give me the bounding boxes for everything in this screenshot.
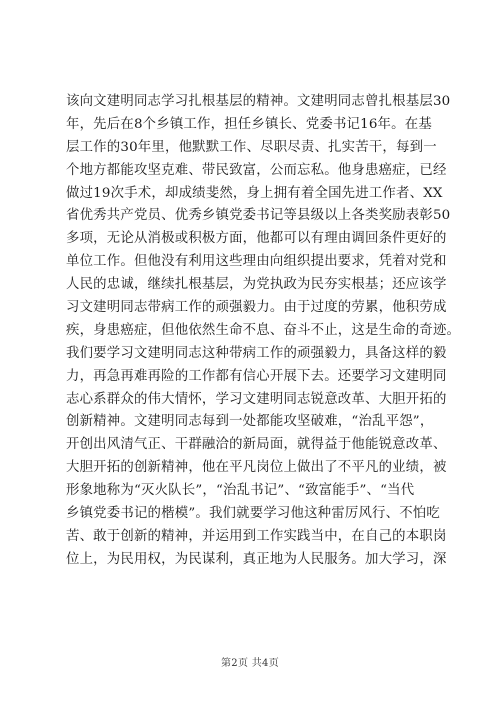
text-line: 疾，身患癌症，但他依然生命不息、奋斗不止，这是生命的奇迹。 <box>66 322 461 338</box>
text-line: 人民的忠诚，继续扎根基层，为党执政为民夯实根基；还应该学 <box>66 277 447 293</box>
text-line: 开创出风清气正、干群融洽的新局面，就得益于他能锐意改革、 <box>66 437 447 453</box>
text-line: 形象地称为“灭火队长”，“治乱书记”、“致富能手”、“当代 <box>66 483 415 499</box>
text-line: 多项，无论从消极或积极方面，他都可以有理由调回条件更好的 <box>66 231 447 247</box>
text-line: 该向文建明同志学习扎根基层的精神。文建明同志曾扎根基层30 <box>66 94 451 109</box>
text-line: 位上，为民用权，为民谋利，真正地为人民服务。加大学习，深 <box>66 551 447 567</box>
text-line: 习文建明同志带病工作的顽强毅力。由于过度的劳累，他积劳成 <box>66 300 447 316</box>
text-line: 做过19次手术，却成绩斐然，身上拥有着全国先进工作者、XX <box>66 185 443 201</box>
text-line: 大胆开拓的创新精神，他在平凡岗位上做出了不平凡的业绩，被 <box>66 460 447 476</box>
text-line: 我们要学习文建明同志这种带病工作的顽强毅力，具备这样的毅 <box>66 345 447 361</box>
text-line: 层工作的30年里，他默默工作、尽职尽责、扎实苦干，每到一 <box>66 139 437 155</box>
text-line: 年，先后在8个乡镇工作，担任乡镇长、党委书记16年。在基 <box>66 116 432 132</box>
text-line: 志心系群众的伟大情怀，学习文建明同志锐意改革、大胆开拓的 <box>66 391 447 407</box>
text-line: 苦、敢于创新的精神，并运用到工作实践当中，在自己的本职岗 <box>66 528 447 544</box>
page-number: 第2页 共4页 <box>220 658 279 669</box>
text-line: 省优秀共产党员、优秀乡镇党委书记等县级以上各类奖励表彰50 <box>66 208 451 224</box>
text-line: 个地方都能攻坚克难、带民致富，公而忘私。他身患癌症，已经 <box>66 162 447 178</box>
text-line: 创新精神。文建明同志每到一处都能攻坚破难，“治乱平怨”， <box>66 414 434 430</box>
body-text <box>66 91 461 572</box>
text-line: 力，再急再难再险的工作都有信心开展下去。还要学习文建明同 <box>66 368 447 384</box>
text-line: 单位工作。但他没有利用这些理由向组织提出要求，凭着对党和 <box>66 254 447 270</box>
text-line: 乡镇党委书记的楷模”。我们就要学习他这种雷厉风行、不怕吃 <box>66 506 440 522</box>
